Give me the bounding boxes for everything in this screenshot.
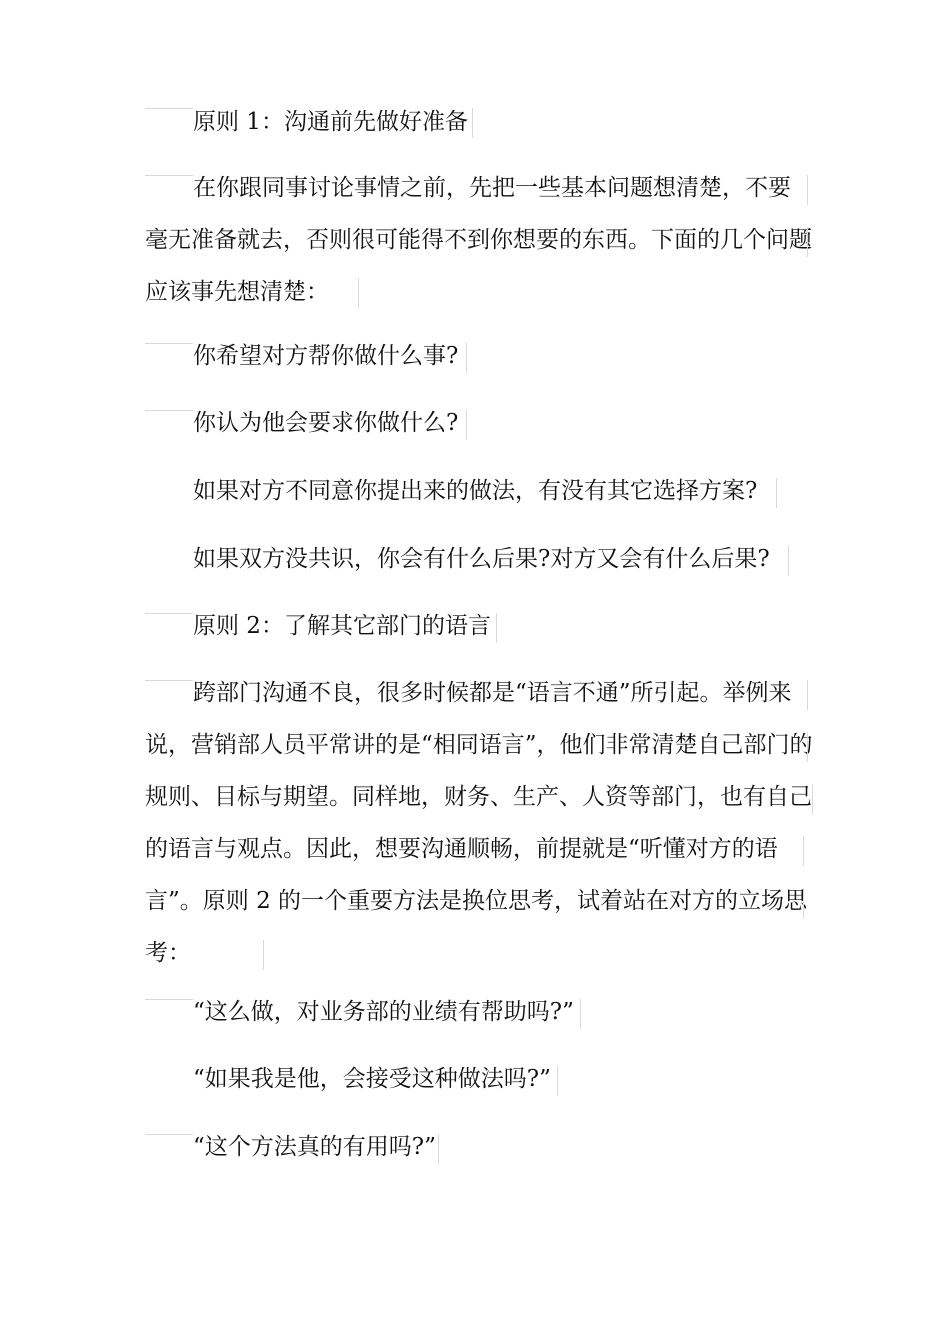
question-item: 如果双方没共识，你会有什么后果?对方又会有什么后果?: [193, 546, 770, 572]
layout-mark: [358, 278, 359, 308]
layout-mark: [472, 108, 473, 138]
layout-mark: [466, 343, 467, 373]
layout-mark: [145, 1134, 193, 1135]
layout-mark: [145, 680, 193, 681]
quote-item: “这么做，对业务部的业绩有帮助吗?”: [193, 999, 574, 1025]
layout-mark: [807, 680, 808, 710]
layout-mark: [807, 175, 808, 205]
layout-mark: [557, 1066, 558, 1096]
layout-mark: [438, 1134, 439, 1164]
layout-mark: [496, 613, 497, 643]
layout-mark: [145, 175, 193, 176]
layout-mark: [788, 546, 789, 576]
quote-item: “如果我是他，会接受这种做法吗?”: [193, 1066, 551, 1092]
layout-mark: [807, 732, 808, 762]
layout-mark: [812, 784, 813, 814]
question-item: 如果对方不同意你提出来的做法，有没有其它选择方案?: [193, 478, 758, 504]
heading-principle-2: 原则 2：了解其它部门的语言: [193, 613, 491, 639]
layout-mark: [580, 999, 581, 1029]
layout-mark: [145, 108, 193, 109]
layout-mark: [466, 410, 467, 440]
layout-mark: [807, 227, 808, 257]
question-item: 你认为他会要求你做什么?: [193, 410, 459, 436]
layout-mark: [145, 613, 193, 614]
quote-item: “这个方法真的有用吗?”: [193, 1134, 436, 1160]
layout-mark: [803, 836, 804, 866]
layout-mark: [145, 410, 193, 411]
layout-mark: [803, 888, 804, 918]
layout-mark: [263, 940, 264, 970]
paragraph-preparation: 在你跟同事讨论事情之前，先把一些基本问题想清楚，不要毫无准备就去，否则很可能得不到你想要的东西。下面的几个问题应该事先想清楚：: [145, 175, 812, 305]
layout-mark: [145, 999, 193, 1000]
paragraph-department-language: 跨部门沟通不良，很多时候都是“语言不通”所引起。举例来说，营销部人员平常讲的是“相同语言”，他们非常清楚自己部门的规则、目标与期望。同样地，财务、生产、人资等部门，也有自己的语言与观点。因此，想要沟通顺畅，前提就是“听懂对方的语言”。原则 2 的一个重要方法是换位思考，试着站在对方的立场思考：: [145, 680, 813, 966]
layout-mark: [776, 478, 777, 508]
layout-mark: [145, 343, 193, 344]
question-item: 你希望对方帮你做什么事?: [193, 343, 459, 369]
heading-principle-1: 原则 1：沟通前先做好准备: [193, 109, 468, 135]
